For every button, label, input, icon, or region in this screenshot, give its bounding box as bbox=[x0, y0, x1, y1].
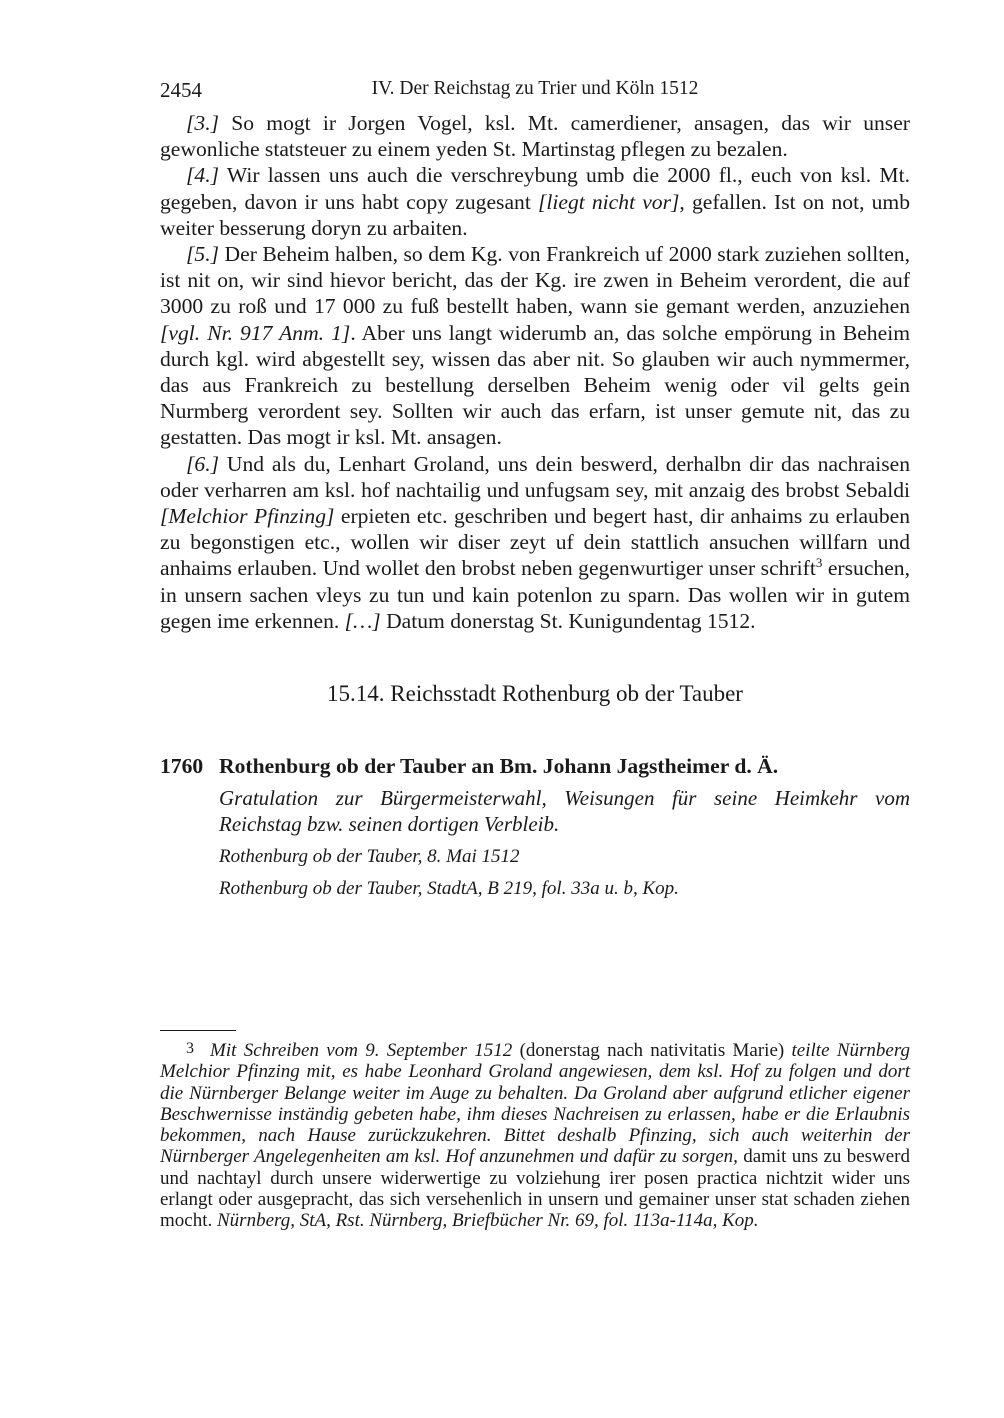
footnote-number: 3 bbox=[186, 1040, 194, 1057]
paragraph-3 bbox=[160, 110, 910, 162]
paragraph-text: , gefallen. Ist on not, umb weiter besserung doryn zu arbaiten. bbox=[160, 189, 910, 240]
paragraph-marker: [4.] bbox=[186, 163, 220, 188]
paragraph-text: ersuchen, in unsern sachen vleys zu tun und kain potenlon zu sparn. Das wollen wir in gutem gegen ime erkennen. bbox=[160, 556, 910, 633]
paragraph-text: . Aber uns langt widerumb an, das solche empörung in Beheim durch kgl. wird abgestellt sey, wissen das aber nit. So glauben wir auch nymmermer, das aus Frankreich zu bestellung derselben Beheim wenig oder vil gelts gein Nurmberg verordent sey. Sollten wir auch das erfarn, ist unser gemute nit, das zu gestatten. Das mogt ir ksl. Mt. ansagen. bbox=[160, 320, 910, 450]
document-heading bbox=[160, 753, 910, 779]
letter-body bbox=[160, 110, 910, 634]
document-number: 1760 bbox=[160, 754, 204, 779]
footnote-text: damit uns zu beswerd und nachtayl durch unsere widerwertige zu volziehung irer posen practica nichtzit wider uns erlangt oder ausgepracht, das sich versehenlich in unsern und gemainer unser stat schaden ziehen mocht. bbox=[160, 1146, 910, 1232]
paragraph-text: Datum donerstag St. Kunigundentag 1512. bbox=[380, 608, 756, 633]
paragraph-marker: [5.] bbox=[186, 242, 220, 267]
footnote-rule bbox=[160, 1030, 236, 1031]
footnote-text: (donerstag nach nativitatis Marie) bbox=[512, 1040, 792, 1061]
editorial-note: [Melchior Pfinzing] bbox=[160, 504, 335, 529]
paragraph-marker: [3.] bbox=[186, 111, 220, 135]
footnote-3 bbox=[160, 1038, 910, 1232]
document-regest: Gratulation zur Bürgermeisterwahl, Weisungen für seine Heimkehr vom Reichstag bzw. seinen dortigen Verbleib. bbox=[219, 786, 910, 837]
paragraph-6 bbox=[160, 451, 910, 634]
section-title: 15.14. Reichsstadt Rothenburg ob der Tauber bbox=[327, 681, 743, 707]
paragraph-text: Der Beheim halben, so dem Kg. von Frankreich uf 2000 stark zuziehen sollten, ist nit on, wir sind hievor bericht, das der Kg. ire zwen in Beheim verordent, die auf 3000 zu roß und 17 000 zu fuß bestellt haben, wann sie gemant werden, anzuziehen bbox=[160, 242, 910, 319]
editorial-note: [vgl. Nr. 917 Anm. 1] bbox=[160, 320, 351, 345]
footnote-text-italic: teilte Nürnberg Melchior Pfinzing mit, es habe Leonhard Groland angewiesen, dem ksl. Hof zu folgen und dort die Nürnberger Belange weiter im Auge zu behalten. Da Groland aber aufgrund etlicher eigener Beschwernisse inständig gebeten habe, ihm dieses Nachreisen zu erlassen, habe er die Erlaubnis bekommen, nach Hause zurückzukehren. Bittet deshalb Pfinzing, sich auch weiterhin der Nürnberger Angelegenheiten am ksl. Hof anzunehmen und dafür zu sorgen, bbox=[160, 1040, 911, 1168]
document-place-date: Rothenburg ob der Tauber, 8. Mai 1512 bbox=[219, 846, 520, 868]
footnote-source: Nürnberg, StA, Rst. Nürnberg, Briefbücher Nr. 69, fol. 113a-114a, Kop. bbox=[217, 1210, 759, 1232]
footnote-text-italic: Mit Schreiben vom 9. September 1512 bbox=[210, 1040, 513, 1061]
page-header bbox=[160, 78, 910, 110]
page bbox=[160, 78, 910, 901]
document-title: Rothenburg ob der Tauber an Bm. Johann Jagstheimer d. Ä. bbox=[219, 754, 779, 779]
paragraph-marker: [6.] bbox=[186, 451, 220, 476]
paragraph-4 bbox=[160, 162, 910, 241]
paragraph-text: erpieten etc. geschriben und begert hast, dir anhaims zu erlauben zu begonstigen etc., wollen wir diser zeyt uf dein stattlich ansuchen willfarn und anhaims erlauben. Und wollet den brobst neben gegenwurtiger unser schrift bbox=[160, 504, 911, 581]
running-title: IV. Der Reichstag zu Trier und Köln 1512 bbox=[371, 78, 699, 99]
page-number: 2454 bbox=[160, 78, 202, 102]
editorial-ellipsis: […] bbox=[344, 608, 381, 633]
editorial-note: [liegt nicht vor] bbox=[537, 189, 680, 214]
paragraph-text: So mogt ir Jorgen Vogel, ksl. Mt. camerdiener, ansagen, das wir unser gewonliche statsteuer zu einem yeden St. Martinstag pflegen zu bezalen. bbox=[160, 111, 910, 162]
footnote-reference[interactable]: 3 bbox=[815, 555, 823, 571]
paragraph-text: Wir lassen uns auch die verschreybung umb die 2000 fl., euch von ksl. Mt. gegeben, davon ir uns habt copy zugesant bbox=[160, 163, 910, 214]
paragraph-5 bbox=[160, 241, 910, 451]
paragraph-text: Und als du, Lenhart Groland, uns dein beswerd, derhalbn dir das nachraisen oder verharren am ksl. hof nachtailig und unfugsam sey, mit anzaig des brobst Sebaldi bbox=[160, 451, 910, 502]
document-source: Rothenburg ob der Tauber, StadtA, B 219, fol. 33a u. b, Kop. bbox=[219, 878, 679, 900]
